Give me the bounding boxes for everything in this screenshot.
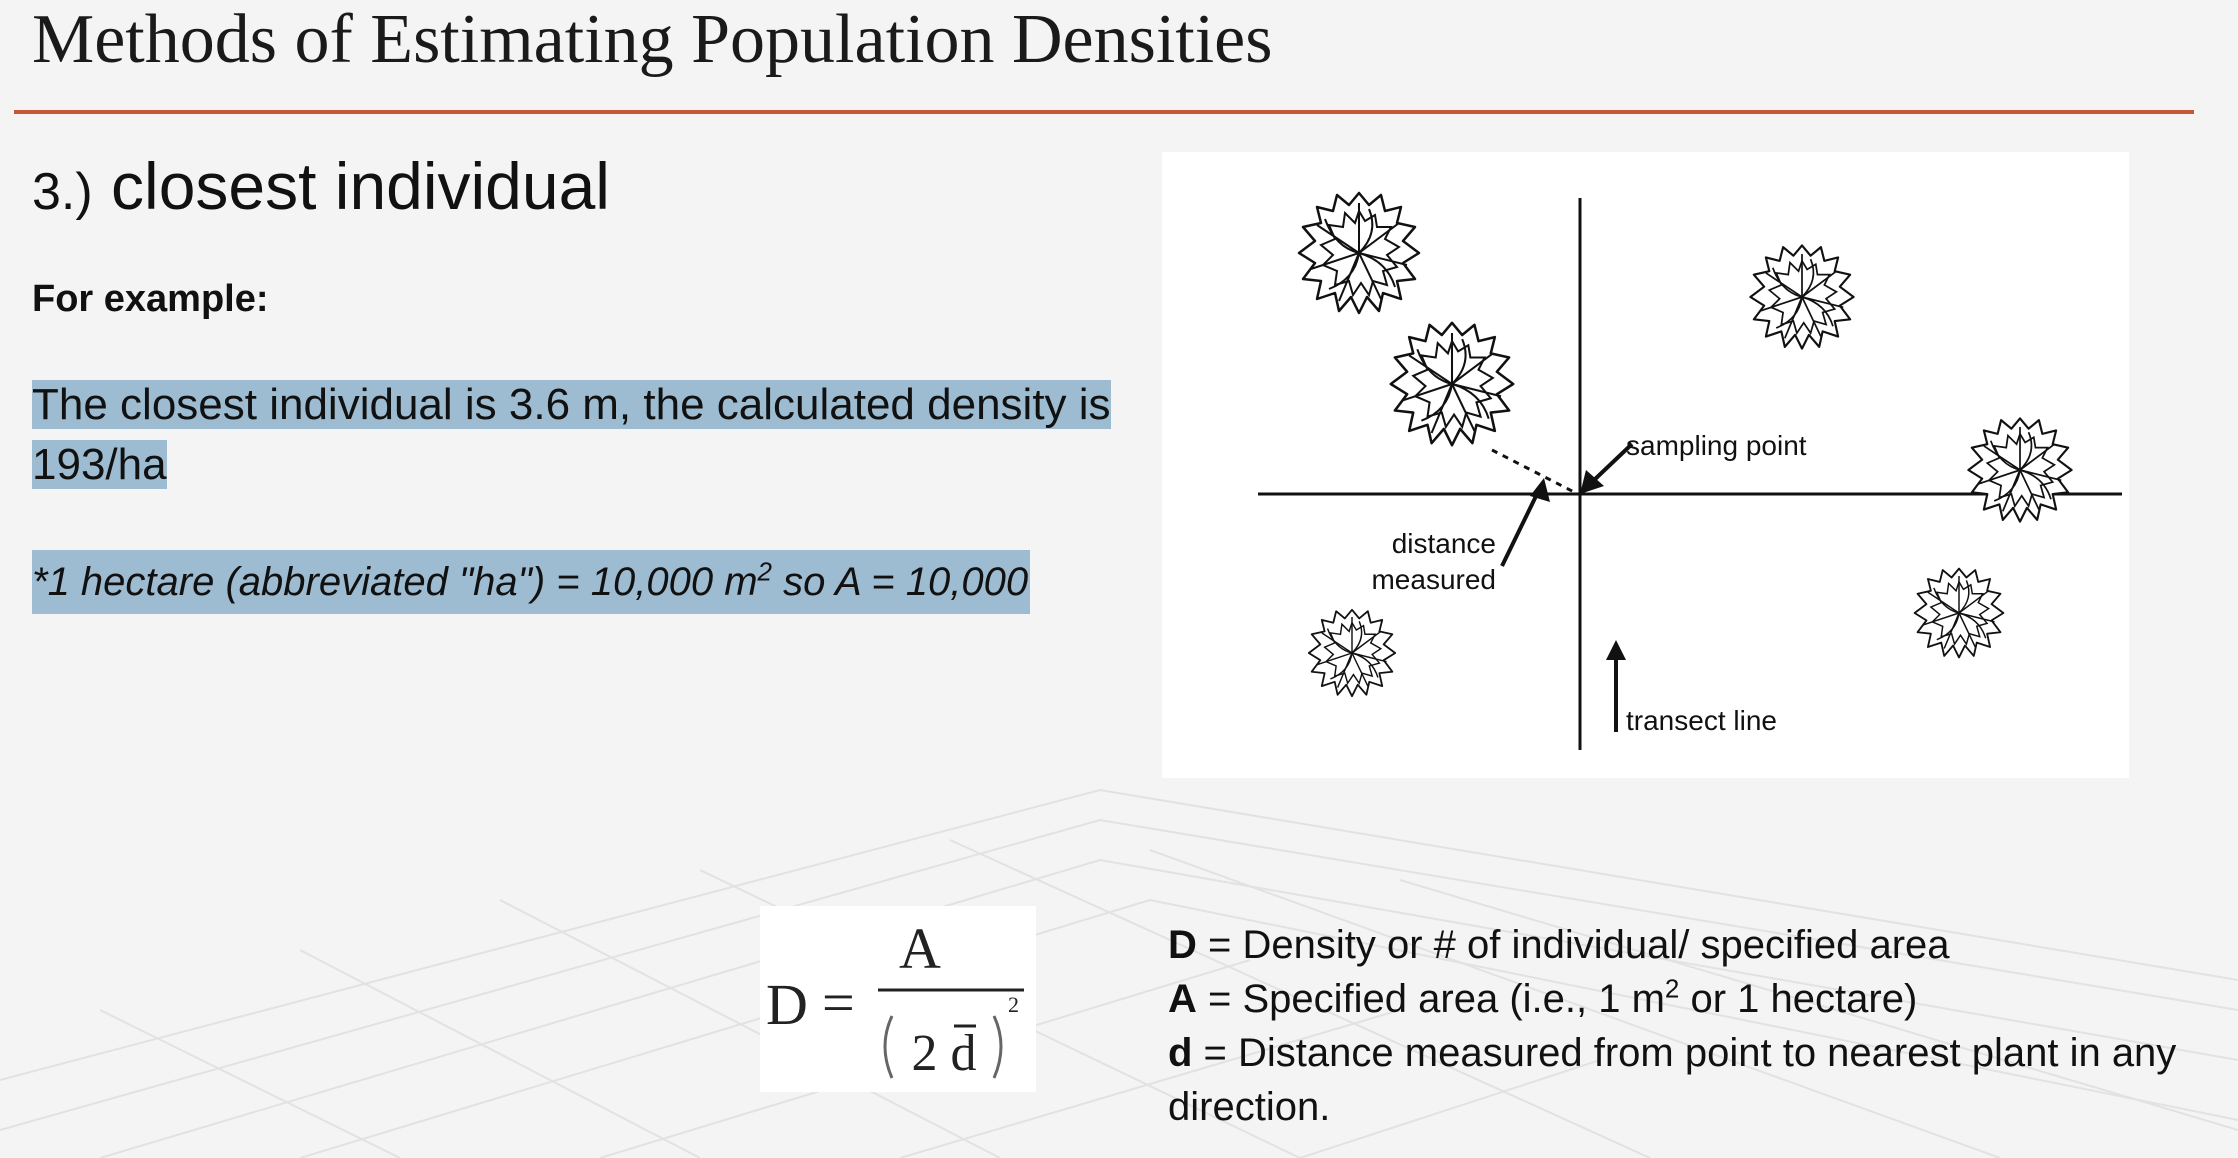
- distance-label-line2: measured: [1371, 564, 1496, 595]
- section-heading-text: closest individual: [111, 149, 610, 223]
- definition-text: or 1 hectare): [1679, 977, 1918, 1021]
- formula-equals: =: [822, 970, 855, 1035]
- definition-superscript: 2: [1664, 973, 1680, 1004]
- close-paren: [994, 1016, 1001, 1078]
- note-suffix: so A = 10,000: [771, 560, 1029, 604]
- sampling-diagram: [1162, 152, 2129, 778]
- definition-A: [1168, 972, 2228, 1026]
- example-label: For example:: [32, 278, 269, 320]
- section-heading: [32, 146, 610, 232]
- definition-text: = Density or # of individual/ specified area: [1196, 923, 1950, 967]
- note-prefix: *1 hectare (abbreviated "ha") = 10,000 m: [32, 560, 758, 604]
- open-paren: [885, 1016, 892, 1078]
- formula-lhs: D: [766, 972, 808, 1037]
- definition-D: [1168, 918, 2228, 972]
- hectare-note: [32, 550, 1030, 614]
- definition-text: = Distance measured from point to nearest plant in any direction.: [1168, 1031, 2177, 1129]
- plant-icon: [1968, 418, 2071, 521]
- note-superscript: 2: [757, 556, 772, 587]
- distance-label-line1: distance: [1391, 528, 1496, 559]
- plant-icon: [1299, 193, 1419, 313]
- definition-symbol: d: [1168, 1031, 1193, 1075]
- sampling-diagram-svg: [1162, 152, 2129, 778]
- density-formula: [760, 906, 1036, 1092]
- transect-line-label: transect line: [1626, 705, 1777, 736]
- density-formula-svg: [760, 906, 1036, 1092]
- definition-text: = Specified area (i.e., 1 m: [1196, 977, 1665, 1021]
- formula-exponent: 2: [1008, 992, 1019, 1017]
- example-text-block: [32, 375, 1132, 495]
- plant-icon: [1750, 245, 1853, 348]
- sampling-point-label: sampling point: [1626, 430, 1807, 461]
- distance-arrow: [1502, 492, 1538, 566]
- plant-icon: [1915, 569, 2004, 658]
- definition-symbol: A: [1168, 977, 1197, 1021]
- slide-title: Methods of Estimating Population Densities: [32, 1, 1273, 78]
- example-text: The closest individual is 3.6 m, the calculated density is 193/ha: [32, 380, 1111, 489]
- section-number: 3.): [32, 163, 93, 221]
- formula-denominator: 2 d: [911, 1025, 977, 1082]
- formula-numerator: A: [899, 916, 941, 981]
- transect-arrowhead: [1606, 640, 1626, 660]
- definition-symbol: D: [1168, 923, 1197, 967]
- distance-dashed-line: [1492, 450, 1574, 492]
- title-divider: [14, 110, 2194, 114]
- definition-d: [1168, 1026, 2228, 1134]
- definitions-list: [1168, 918, 2228, 1134]
- plant-icon: [1391, 323, 1513, 445]
- plant-icon: [1309, 610, 1395, 696]
